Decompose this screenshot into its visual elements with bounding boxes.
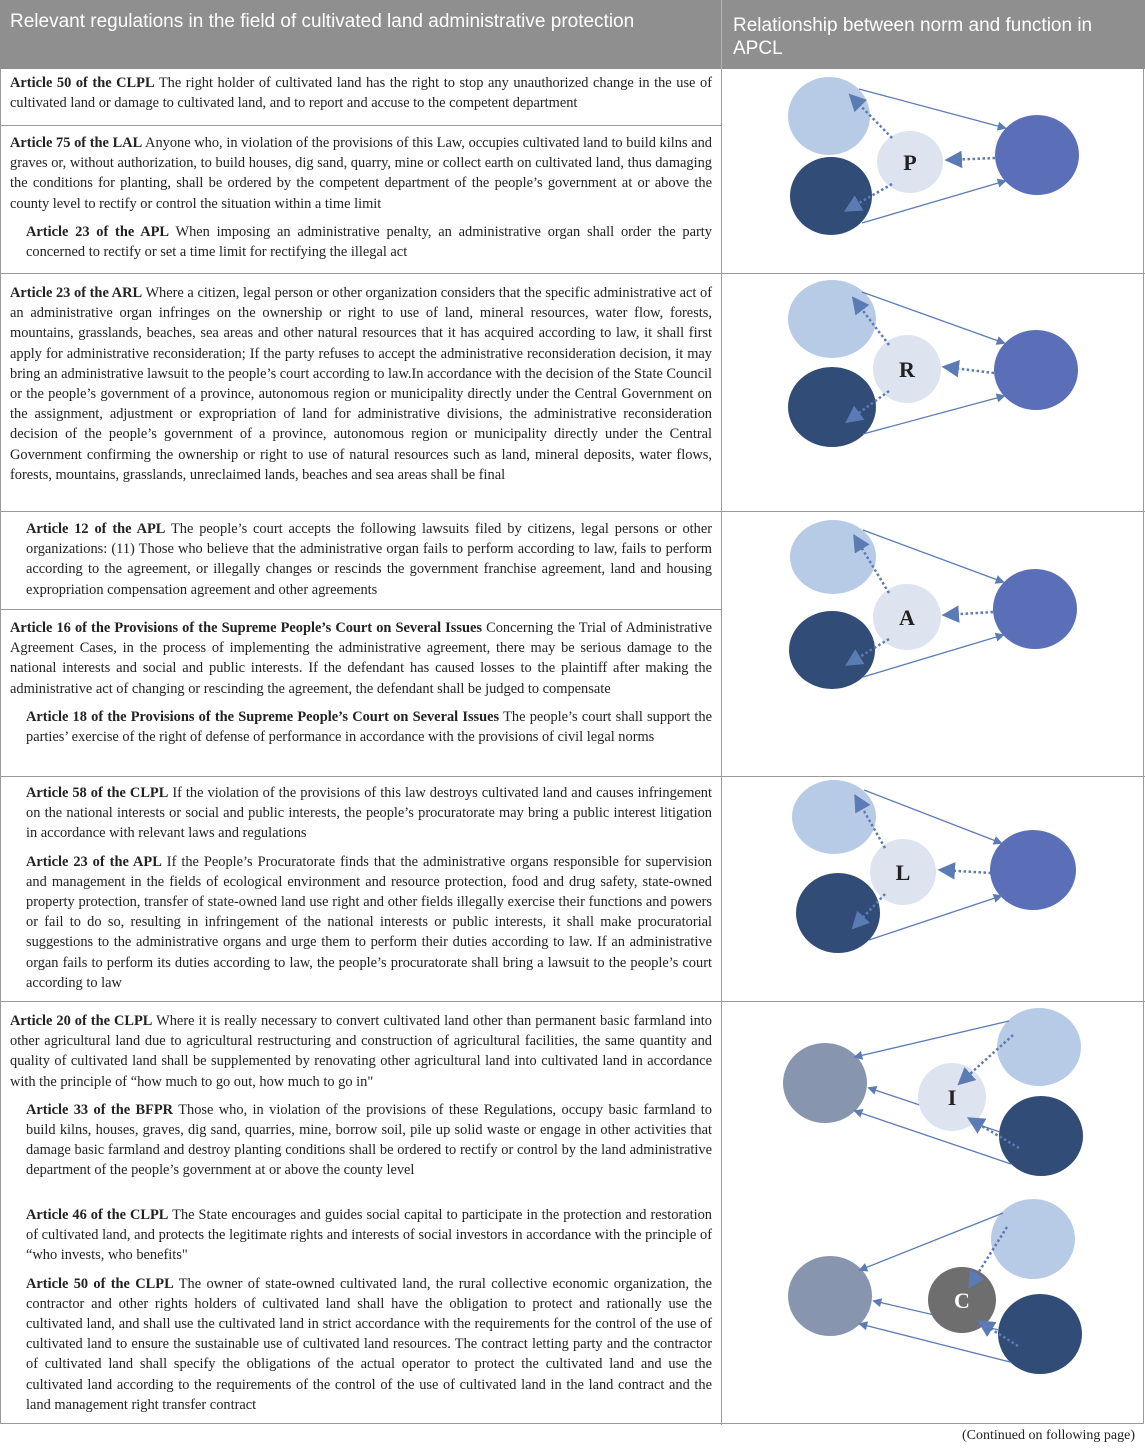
relationship-diagram [722,511,1145,776]
article-title: Article 75 of the LAL [10,135,143,151]
regulation-paragraph [10,1205,712,1266]
article-text: Those who, in violation of the provisions of these Regulations, occupy basic farmland to build kilns, houses, graves, dig sand, quarries, mine, borrow soil, pile up solid waste or engage in other activities that damage basic farmland and destroy planting conditions shall be ordered to rectify or control by the land administrative department of the people’s government at or above the county level [26,1101,712,1179]
regulation-paragraph [10,1011,712,1092]
function-label: L [895,860,911,885]
solid-arrow [863,530,1003,582]
light-node [991,1199,1075,1279]
row-divider [0,273,1145,274]
solid-line [862,181,1005,223]
regulation-cell [0,618,722,747]
solid-line [860,1324,1010,1362]
header-col-regulations: Relevant regulations in the field of cultivated land administrative protection [0,0,722,69]
article-text: The State encourages and guides social capital to participate in the protection and restoration of cultivated land, and protects the legitimate rights and interests of social investors in accordance with the principle of “who invests, who benefits" [26,1207,712,1264]
solid-line [863,396,1004,434]
light-node [790,520,876,594]
continued-note: (Continued on following page) [961,1428,1135,1443]
regulation-cell [0,519,722,600]
light-node [792,780,876,854]
relationship-diagram [722,776,1145,1001]
article-title: Article 50 of the CLPL [26,1275,174,1292]
light-node [788,77,870,155]
function-label: I [947,1085,957,1110]
regulation-paragraph [10,783,712,844]
regulation-cell [0,1205,722,1415]
article-text: Where a citizen, legal person or other organization considers that the specific administrative act of an administrative organ infringes on the ownership or right to use of land, mineral resources, water flow, forests, mountains, grasslands, beaches, sea areas and other natural resources that it has acquired according to law, it shall first apply for administrative reconsideration; If the party refuses to accept the administrative reconsideration decision, it may bring an administrative lawsuit to the people’s court according to law.In accordance with the decision of the State Council or the people’s government of a province, autonomous region or municipality directly under the Central Government on the assignment, adjustment or expropriation of land for administrative divisions, the administrative reconsideration decision of the people’s government of a province, autonomous region or municipality directly under the Central Government confirming the ownership or right to use of natural resources such as land, mineral deposits, water flows, forests, mountains, grasslands, unreclaimed lands, beaches and sea areas shall be final [10,285,712,483]
article-title: Article 23 of the ARL [10,285,143,301]
article-title: Article 46 of the CLPL [26,1207,169,1223]
regulation-cell [0,783,722,993]
relationship-diagram [722,273,1145,511]
blue-node [994,330,1078,410]
article-title: Article 20 of the CLPL [10,1013,153,1029]
regulation-paragraph [10,283,712,485]
article-title: Article 58 of the CLPL [26,785,169,801]
regulation-cell [0,133,722,262]
gray-node [788,1256,872,1336]
relationship-diagram [722,1194,1145,1424]
regulation-paragraph [10,73,712,113]
regulation-cell [0,283,722,485]
solid-line [869,896,1001,940]
table-header [0,0,1145,69]
function-label: P [903,150,917,175]
article-text: The right holder of cultivated land has the right to stop any unauthorized change in the use of cultivated land or damage to cultivated land, and to report and accuse to the competent department [10,75,712,112]
function-label: A [899,605,915,630]
function-label: R [899,357,915,382]
row-divider [0,125,722,126]
dark-node [998,1294,1082,1374]
solid-arrow [855,1021,1009,1057]
dashed-arrow [945,612,993,615]
dark-node [789,611,875,689]
gray-node [783,1043,867,1123]
relationship-diagram [722,69,1145,273]
solid-arrow [862,292,1004,343]
article-title: Article 50 of the CLPL [10,75,155,91]
dashed-arrow [948,158,995,160]
solid-arrow [864,790,1001,843]
article-text: The owner of state-owned cultivated land, the rural collective economic organization, the contractor and other rights holders of cultivated land shall have the obligation to protect and rationally use the cultivated land, and shall use the cultivated land in strict accordance with the requirements for the control of the use of cultivated land to ensure the sustainable use of cultivated land resources. The contract letting party and the contractor of cultivated land shall specify the obligations of the actual operator to protect the cultivated land and use the cultivated land according to the requirements of the control of the use of cultivated land in the land contract and the land management right transfer contract [26,1275,712,1413]
article-title: Article 23 of the APL [26,223,169,240]
light-node [997,1008,1081,1086]
article-title: Article 33 of the BFPR [26,1101,174,1118]
dark-node [788,367,876,447]
function-label: C [954,1288,970,1313]
regulation-paragraph [10,852,712,993]
regulation-paragraph [10,1100,712,1181]
regulation-cell [0,1011,722,1181]
article-text: If the violation of the provisions of this law destroys cultivated land and causes infringement on the national interests or social and public interests, the people’s procuratorate may bring a public interest litigation in accordance with relevant laws and regulations [26,785,712,842]
article-title: Article 23 of the APL [26,853,162,870]
regulation-paragraph [10,519,712,600]
article-title: Article 18 of the Provisions of the Supreme People’s Court on Several Issues [26,708,500,725]
article-text: The people’s court shall support the parties’ exercise of the right of defense of performance in accordance with the provisions of civil legal norms [26,708,712,746]
article-title: Article 12 of the APL [26,521,166,537]
blue-node [995,115,1079,195]
article-text: When imposing an administrative penalty, an administrative organ shall order the party concerned to rectify or set a time limit for rectifying the illegal act [26,223,713,261]
regulation-paragraph [10,133,712,214]
article-text: Anyone who, in violation of the provisions of this Law, occupies cultivated land to build kilns and graves or, without authorization, to build houses, dig sand, quarry, mine or collect earth on cultivated land, thus damaging the conditions for planting, shall be ordered by the competent department of the people’s government at or above the county level to rectify or control the situation within a time limit [10,135,712,212]
article-text: If the People’s Procuratorate finds that the administrative organs responsible for supervision and management in the fields of ecological environment and resource protection, food and drug safety, state-owned property protection, transfer of state-owned land use right and other fields illegally exercise their functions and powers or fail to do so, resulting in infringement of the national interests or public interests, it shall make procuratorial suggestions to the administrative organs and urge them to perform their duties according to law. If an administrative organ fails to perform its duties according to law, the people’s procuratorate shall bring a lawsuit to the people’s court according to law [26,853,712,991]
row-divider [0,511,1145,512]
regulation-paragraph [10,707,712,747]
solid-arrow [859,89,1005,128]
solid-arrow [860,1213,1003,1270]
article-title: Article 16 of the Provisions of the Supreme People’s Court on Several Issues [10,620,482,636]
header-col-relationship: Relationship between norm and function in APCL [733,15,1093,59]
dark-node [790,157,872,235]
relationship-diagram [722,1001,1145,1194]
article-text: The people’s court accepts the following lawsuits filed by citizens, legal persons or other organizations: (11) Those who believe that the administrative organ fails to perform according to law, fails to perform according to the agreement, or illegally changes or rescinds the government franchise agreement, land and housing expropriation compensation agreement and other agreements [26,521,713,598]
article-text: Concerning the Trial of Administrative Agreement Cases, in the process of implementing the administrative agreement, there may be serious damage to the national interests and social and public interests. If the defendant has caused losses to the plaintiff after making the administrative act of changing or rescinding the agreement, the defendant shall be judged to compensate [10,620,712,697]
dark-node [999,1096,1083,1176]
blue-node [993,569,1077,649]
regulation-paragraph [10,1274,712,1415]
article-text: Where it is really necessary to convert cultivated land other than permanent basic farmland into other agricultural land due to agricultural restructuring and construction of agricultural facilities, the same quantity and quality of cultivated land shall be supplemented by renovating other agricultural land into cultivated land in accordance with the principle of “how much to go out, how much to go in" [10,1013,712,1090]
regulation-cell [0,73,722,113]
row-divider [0,776,1145,777]
row-divider [0,609,722,610]
regulation-paragraph [10,222,712,262]
dashed-arrow [941,870,991,873]
blue-node [990,830,1076,910]
dashed-arrow [945,367,994,373]
regulation-paragraph [10,618,712,699]
row-divider [0,1001,1145,1002]
